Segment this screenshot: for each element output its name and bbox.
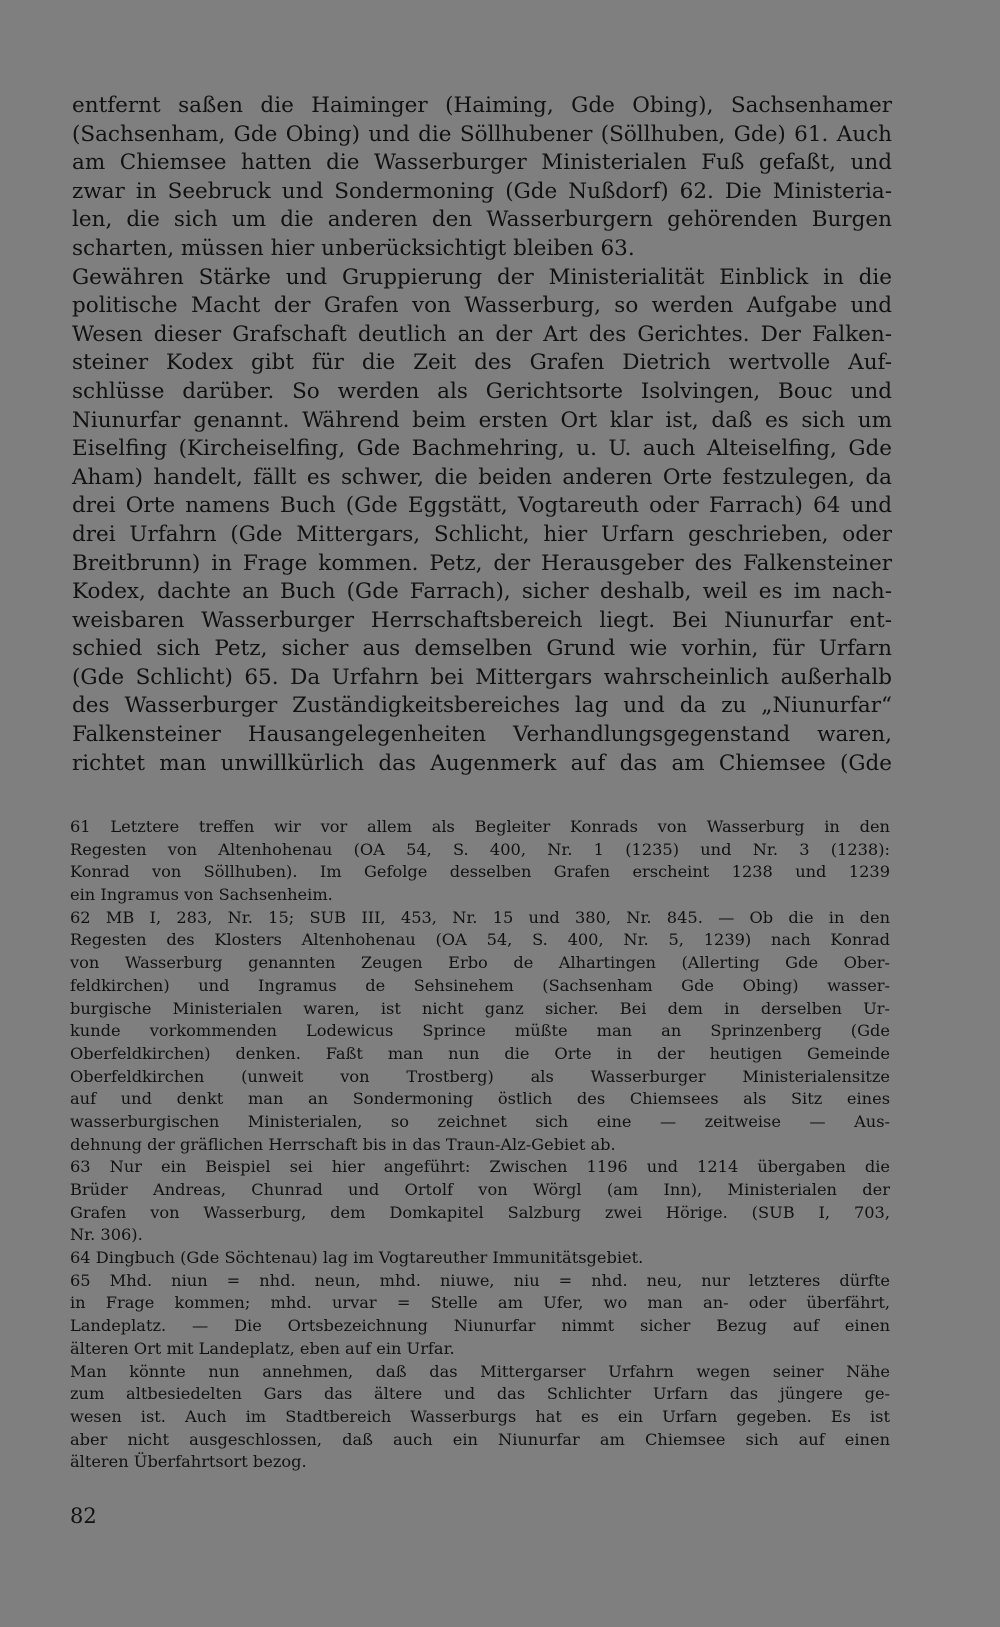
body-text-line: Kodex, dachte an Buch (Gde Farrach), sicher deshalb, weil es im nach- xyxy=(72,579,892,605)
footnote-line: 62 MB I, 283, Nr. 15; SUB III, 453, Nr. 15 und 380, Nr. 845. — Ob die in den xyxy=(70,907,890,927)
footnote-line: zum altbesiedelten Gars das ältere und das Schlichter Urfarn das jüngere ge- xyxy=(70,1384,890,1404)
footnote-line: Man könnte nun annehmen, daß das Mittergarser Urfahrn wegen seiner Nähe xyxy=(70,1361,890,1381)
footnote-line: Regesten von Altenhohenau (OA 54, S. 400, Nr. 1 (1235) und Nr. 3 (1238): xyxy=(70,839,890,859)
body-text-line: am Chiemsee hatten die Wasserburger Ministerialen Fuß gefaßt, und xyxy=(72,150,892,176)
body-text-line: Falkensteiner Hausangelegenheiten Verhandlungsgegenstand waren, xyxy=(72,722,892,748)
footnote-line: burgische Ministerialen waren, ist nicht ganz sicher. Bei dem in derselben Ur- xyxy=(70,998,890,1018)
footnote-line: auf und denkt man an Sondermoning östlich des Chiemsees als Sitz eines xyxy=(70,1089,890,1109)
body-text-line: Wesen dieser Grafschaft deutlich an der Art des Gerichtes. Der Falken- xyxy=(72,321,892,347)
body-text-line: scharten, müssen hier unberücksichtigt bleiben 63. xyxy=(72,235,635,261)
footnotes-block xyxy=(70,816,890,1474)
page-number: 82 xyxy=(70,1504,97,1528)
footnote-line: kunde vorkommenden Lodewicus Sprince müßte man an Sprinzenberg (Gde xyxy=(70,1021,890,1041)
body-text-line: des Wasserburger Zuständigkeitsbereiches lag und da zu „Niunurfar“ xyxy=(72,693,892,719)
body-text-line: Niunurfar genannt. Während beim ersten Ort klar ist, daß es sich um xyxy=(72,407,892,433)
body-text-line: drei Orte namens Buch (Gde Eggstätt, Vogtareuth oder Farrach) 64 und xyxy=(72,493,892,519)
footnote-line: 65 Mhd. niun = nhd. neun, mhd. niuwe, niu = nhd. neu, nur letzteres dürfte xyxy=(70,1270,890,1290)
body-text-line: weisbaren Wasserburger Herrschaftsbereich liegt. Bei Niunurfar ent- xyxy=(72,607,892,633)
body-text-line: richtet man unwillkürlich das Augenmerk auf das am Chiemsee (Gde xyxy=(72,750,892,776)
body-text-line: Aham) handelt, fällt es schwer, die beiden anderen Orte festzulegen, da xyxy=(72,464,892,490)
body-text-line: schied sich Petz, sicher aus demselben Grund wie vorhin, für Urfarn xyxy=(72,636,892,662)
footnote-line: aber nicht ausgeschlossen, daß auch ein Niunurfar am Chiemsee sich auf einen xyxy=(70,1429,890,1449)
footnote-line: wesen ist. Auch im Stadtbereich Wasserburgs hat es ein Urfarn gegeben. Es ist xyxy=(70,1406,890,1426)
body-text-line: Breitbrunn) in Frage kommen. Petz, der Herausgeber des Falkensteiner xyxy=(72,550,892,576)
body-text-line: schlüsse darüber. So werden als Gerichtsorte Isolvingen, Bouc und xyxy=(72,378,892,404)
body-text-line: (Gde Schlicht) 65. Da Urfahrn bei Mittergars wahrscheinlich außerhalb xyxy=(72,664,892,690)
body-text-line: zwar in Seebruck und Sondermoning (Gde Nußdorf) 62. Die Ministeria- xyxy=(72,178,892,204)
footnote-line: Landeplatz. — Die Ortsbezeichnung Niunurfar nimmt sicher Bezug auf einen xyxy=(70,1316,890,1336)
body-text-line: entfernt saßen die Haiminger (Haiming, Gde Obing), Sachsenhamer xyxy=(72,93,892,118)
body-text-line: politische Macht der Grafen von Wasserburg, so werden Aufgabe und xyxy=(72,293,892,319)
footnote-line: älteren Überfahrtsort bezog. xyxy=(70,1452,307,1472)
body-text-line: drei Urfahrn (Gde Mittergars, Schlicht, hier Urfarn geschrieben, oder xyxy=(72,521,892,547)
footnote-line: 63 Nur ein Beispiel sei hier angeführt: Zwischen 1196 und 1214 übergaben die xyxy=(70,1157,890,1177)
footnote-line: ein Ingramus von Sachsenheim. xyxy=(70,885,333,905)
body-text-line: Gewähren Stärke und Gruppierung der Ministerialität Einblick in die xyxy=(72,264,892,290)
body-text-line: len, die sich um die anderen den Wasserburgern gehörenden Burgen xyxy=(72,207,892,233)
footnote-line: älteren Ort mit Landeplatz, eben auf ein Urfar. xyxy=(70,1338,455,1358)
footnote-line: Brüder Andreas, Chunrad und Ortolf von Wörgl (am Inn), Ministerialen der xyxy=(70,1180,890,1199)
footnote-line: von Wasserburg genannten Zeugen Erbo de Alhartingen (Allerting Gde Ober- xyxy=(70,953,890,973)
footnote-line: dehnung der gräflichen Herrschaft bis in das Traun-Alz-Gebiet ab. xyxy=(70,1134,616,1154)
main-text-block xyxy=(72,92,892,778)
footnote-line: 61 Letztere treffen wir vor allem als Begleiter Konrads von Wasserburg in den xyxy=(70,817,890,836)
footnote-line: wasserburgischen Ministerialen, so zeichnet sich eine — zeitweise — Aus- xyxy=(70,1111,890,1131)
footnote-line: 64 Dingbuch (Gde Söchtenau) lag im Vogtareuther Immunitätsgebiet. xyxy=(70,1248,644,1268)
footnote-line: Regesten des Klosters Altenhohenau (OA 54, S. 400, Nr. 5, 1239) nach Konrad xyxy=(70,930,890,950)
body-text-line: (Sachsenham, Gde Obing) und die Söllhubener (Söllhuben, Gde) 61. Auch xyxy=(72,121,892,147)
body-text-line: Eiselfing (Kircheiselfing, Gde Bachmehring, u. U. auch Alteiselfing, Gde xyxy=(72,436,892,462)
footnote-line: feldkirchen) und Ingramus de Sehsinehem (Sachsenham Gde Obing) wasser- xyxy=(70,975,890,995)
footnote-line: Oberfeldkirchen) denken. Faßt man nun die Orte in der heutigen Gemeinde xyxy=(70,1043,890,1063)
footnote-line: Grafen von Wasserburg, dem Domkapitel Salzburg zwei Hörige. (SUB I, 703, xyxy=(70,1202,890,1222)
footnote-line: in Frage kommen; mhd. urvar = Stelle am Ufer, wo man an- oder überfährt, xyxy=(70,1293,890,1313)
body-text-line: steiner Kodex gibt für die Zeit des Grafen Dietrich wertvolle Auf- xyxy=(72,350,892,376)
footnote-line: Nr. 306). xyxy=(70,1225,143,1245)
footnote-line: Oberfeldkirchen (unweit von Trostberg) als Wasserburger Ministerialensitze xyxy=(70,1066,890,1086)
footnote-line: Konrad von Söllhuben). Im Gefolge desselben Grafen erscheint 1238 und 1239 xyxy=(70,862,890,882)
